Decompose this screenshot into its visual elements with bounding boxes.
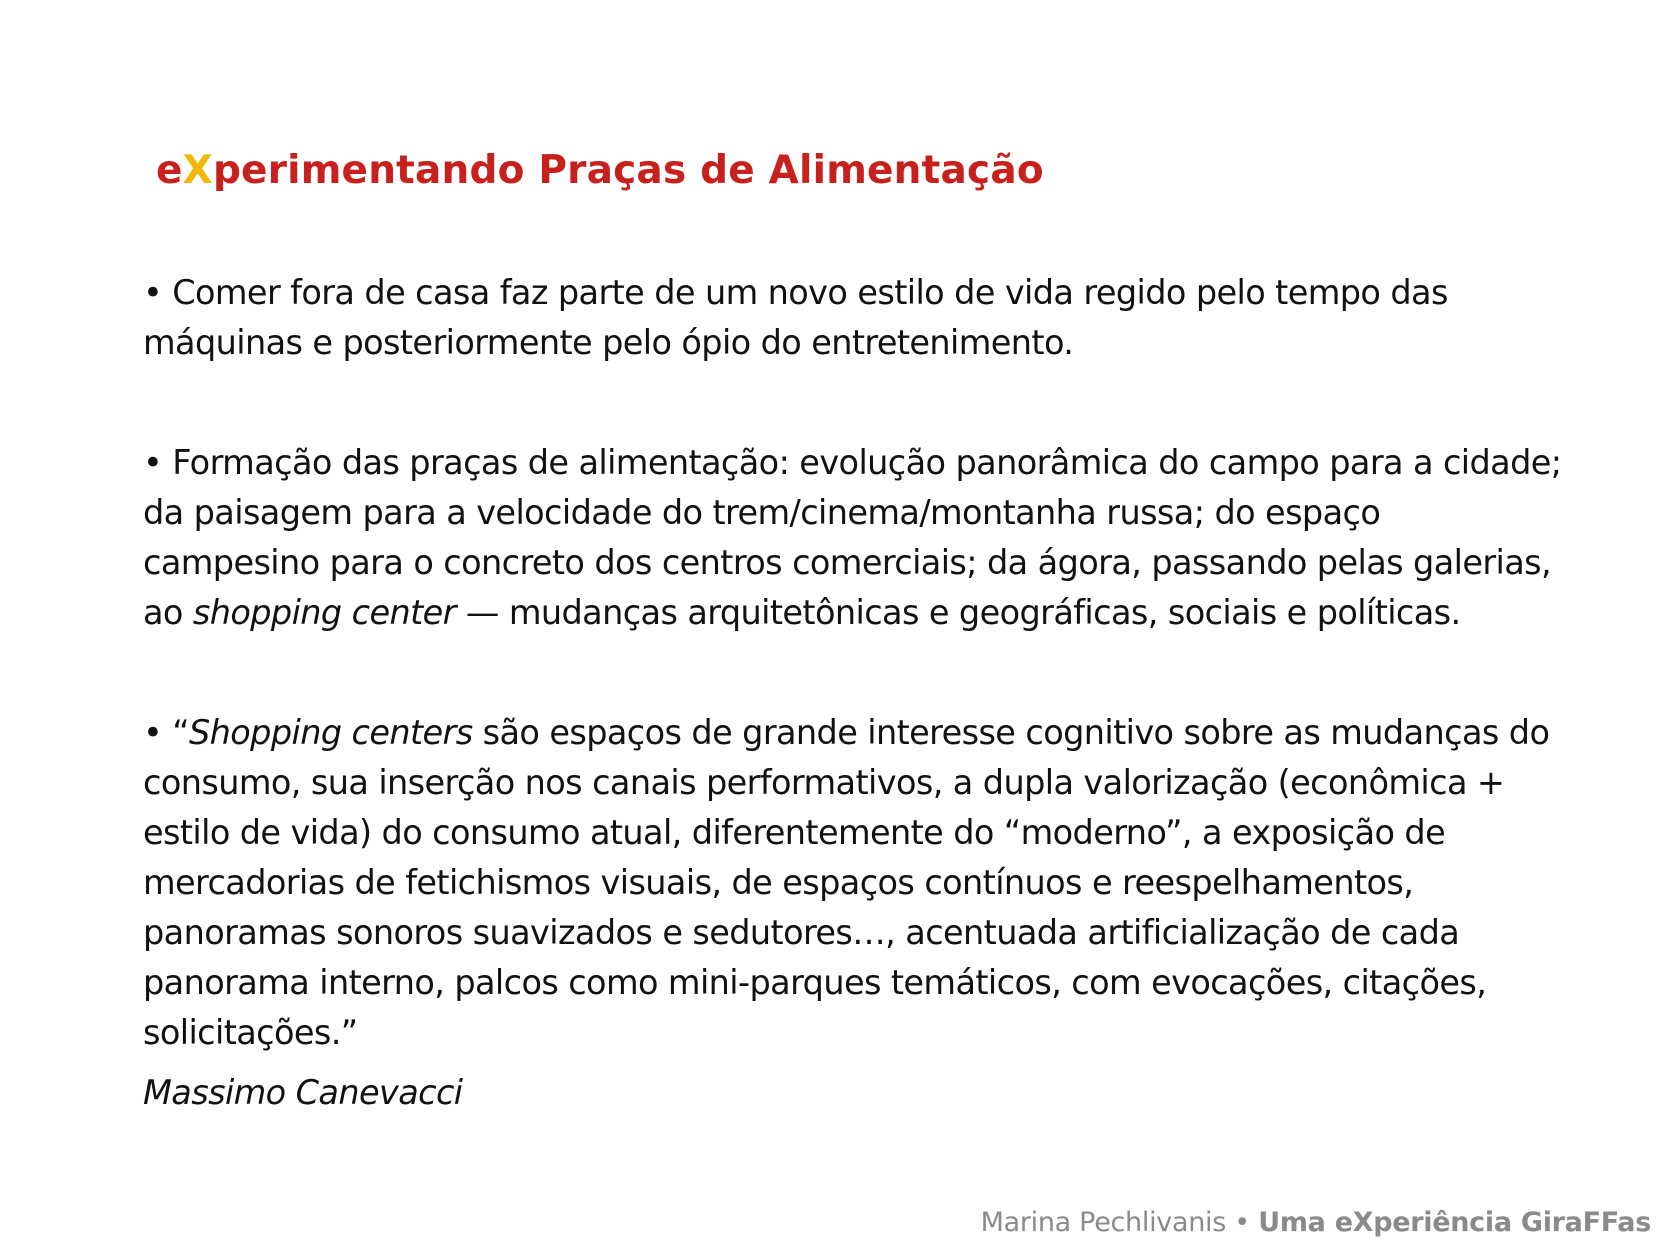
paragraph-2-text-before: • Formação das praças de alimentação: evolução panorâmica do campo para a cidade; da paisagem para a velocidade do trem/cinema/montanha russa; do espaço campesino para o concreto dos centros comerciais; da ágora, passando pelas galerias, ao bbox=[143, 443, 1562, 632]
footer-separator: • bbox=[1234, 1207, 1250, 1238]
paragraph-3-text-before: • “ bbox=[143, 713, 189, 752]
footer-brand: Uma eXperiência GiraFFas bbox=[1258, 1207, 1651, 1238]
paragraph-3-italic-term: Shopping centers bbox=[188, 713, 473, 752]
slide-title bbox=[156, 148, 1044, 193]
bullet-paragraph-2 bbox=[143, 438, 1563, 638]
slide-body bbox=[143, 268, 1563, 1118]
title-x-letter: X bbox=[182, 148, 213, 193]
bullet-paragraph-3-quote bbox=[143, 708, 1563, 1058]
slide-footer bbox=[981, 1207, 1651, 1238]
bullet-paragraph-1: • Comer fora de casa faz parte de um novo estilo de vida regido pelo tempo das máquinas e posteriormente pelo ópio do entretenimento. bbox=[143, 273, 1448, 362]
quote-author: Massimo Canevacci bbox=[143, 1073, 463, 1112]
paragraph-2-text-after: — mudanças arquitetônicas e geográficas, sociais e políticas. bbox=[455, 593, 1461, 632]
footer-author-name: Marina Pechlivanis bbox=[980, 1207, 1226, 1238]
title-lead: e bbox=[156, 148, 183, 193]
paragraph-2-italic-term: shopping center bbox=[192, 593, 456, 632]
paragraph-3-text-after: são espaços de grande interesse cognitivo sobre as mudanças do consumo, sua inserção nos canais performativos, a dupla valorização (econômica + estilo de vida) do consumo atual, diferentemente do “moderno”, a exposição de mercadorias de fetichismos visuais, de espaços contínuos e reespelhamentos, panoramas sonoros suavizados e sedutores…, acentuada artificialização de cada panorama interno, palcos como mini-parques temáticos, com evocações, citações, solicitações.” bbox=[143, 713, 1550, 1052]
title-rest: perimentando Praças de Alimentação bbox=[212, 148, 1044, 193]
